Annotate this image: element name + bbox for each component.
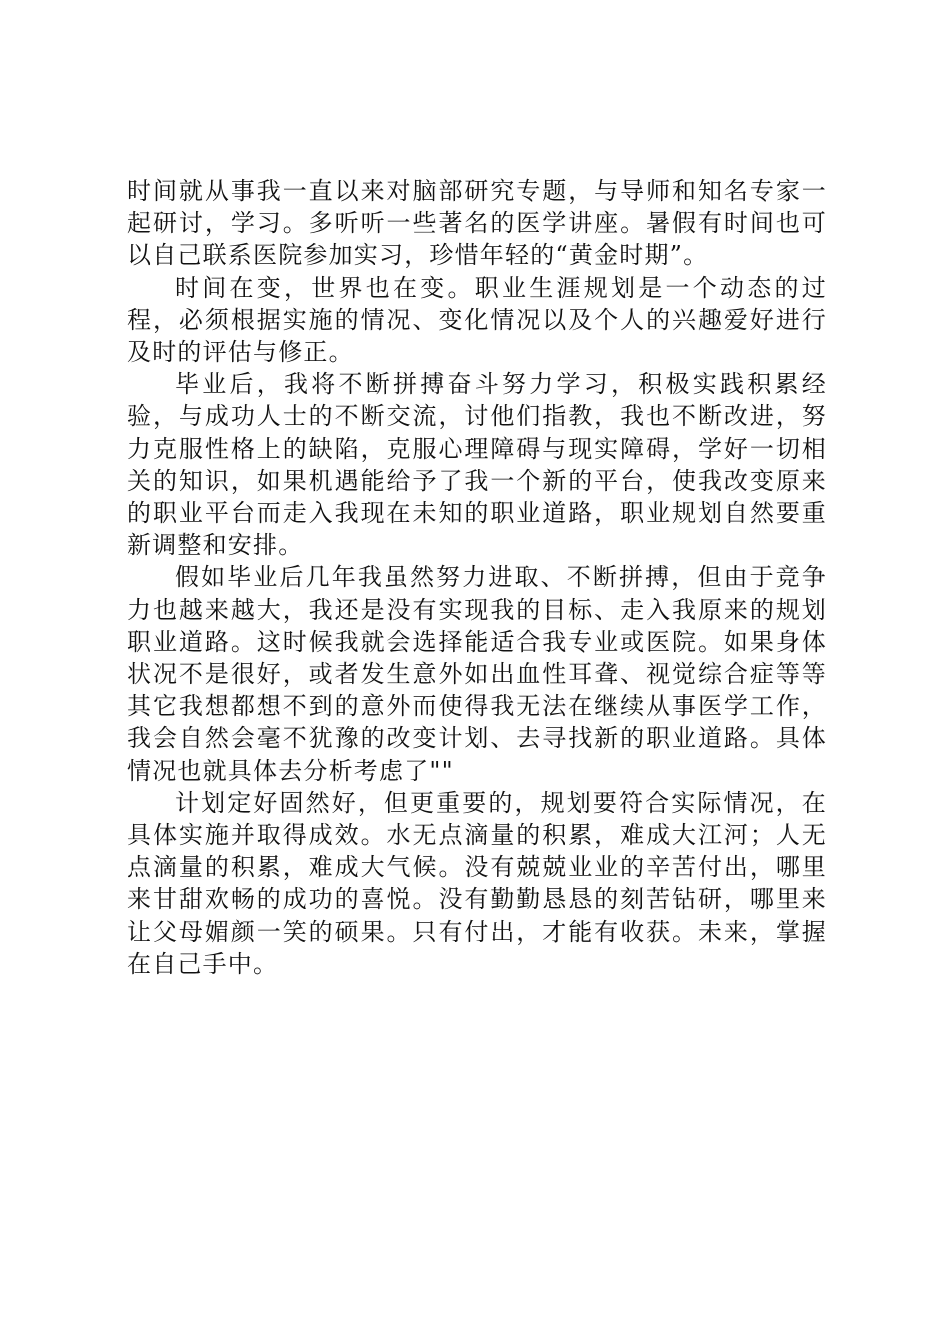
paragraph-contingency: 假如毕业后几年我虽然努力进取、不断拼搏，但由于竞争力也越来越大，我还是没有实现我的目标、走入我原来的规划职业道路。这时候我就会选择能适合我专业或医院。如果身体状况不是很好，或者发生意外如出血性耳聋、视觉综合症等等其它我想都想不到的意外而使得我无法在继续从事医学工作，我会自然会毫不犹豫的改变计划、去寻找新的职业道路。具体情况也就具体去分析考虑了"" (127, 563, 827, 785)
document-body (127, 175, 827, 980)
paragraph-conclusion: 计划定好固然好，但更重要的，规划要符合实际情况，在具体实施并取得成效。水无点滴量的积累，难成大江河；人无点滴量的积累，难成大气候。没有兢兢业业的辛苦付出，哪里来甘甜欢畅的成功的喜悦。没有勤勤恳恳的刻苦钻研，哪里来让父母媚颜一笑的硕果。只有付出，才能有收获。未来，掌握在自己手中。 (127, 788, 827, 978)
paragraph-career-change: 时间在变，世界也在变。职业生涯规划是一个动态的过程，必须根据实施的情况、变化情况以及个人的兴趣爱好进行及时的评估与修正。 (127, 273, 827, 367)
paragraph-continuation: 时间就从事我一直以来对脑部研究专题，与导师和知名专家一起研讨，学习。多听听一些著名的医学讲座。暑假有时间也可以自己联系医院参加实习，珍惜年轻的“黄金时期”。 (127, 177, 827, 270)
paragraph-after-graduation: 毕业后，我将不断拼搏奋斗努力学习，积极实践积累经验，与成功人士的不断交流，讨他们指教，我也不断改进，努力克服性格上的缺陷，克服心理障碍与现实障碍，学好一切相关的知识，如果机遇能给予了我一个新的平台，使我改变原来的职业平台而走入我现在未知的职业道路，职业规划自然要重新调整和安排。 (127, 370, 827, 560)
